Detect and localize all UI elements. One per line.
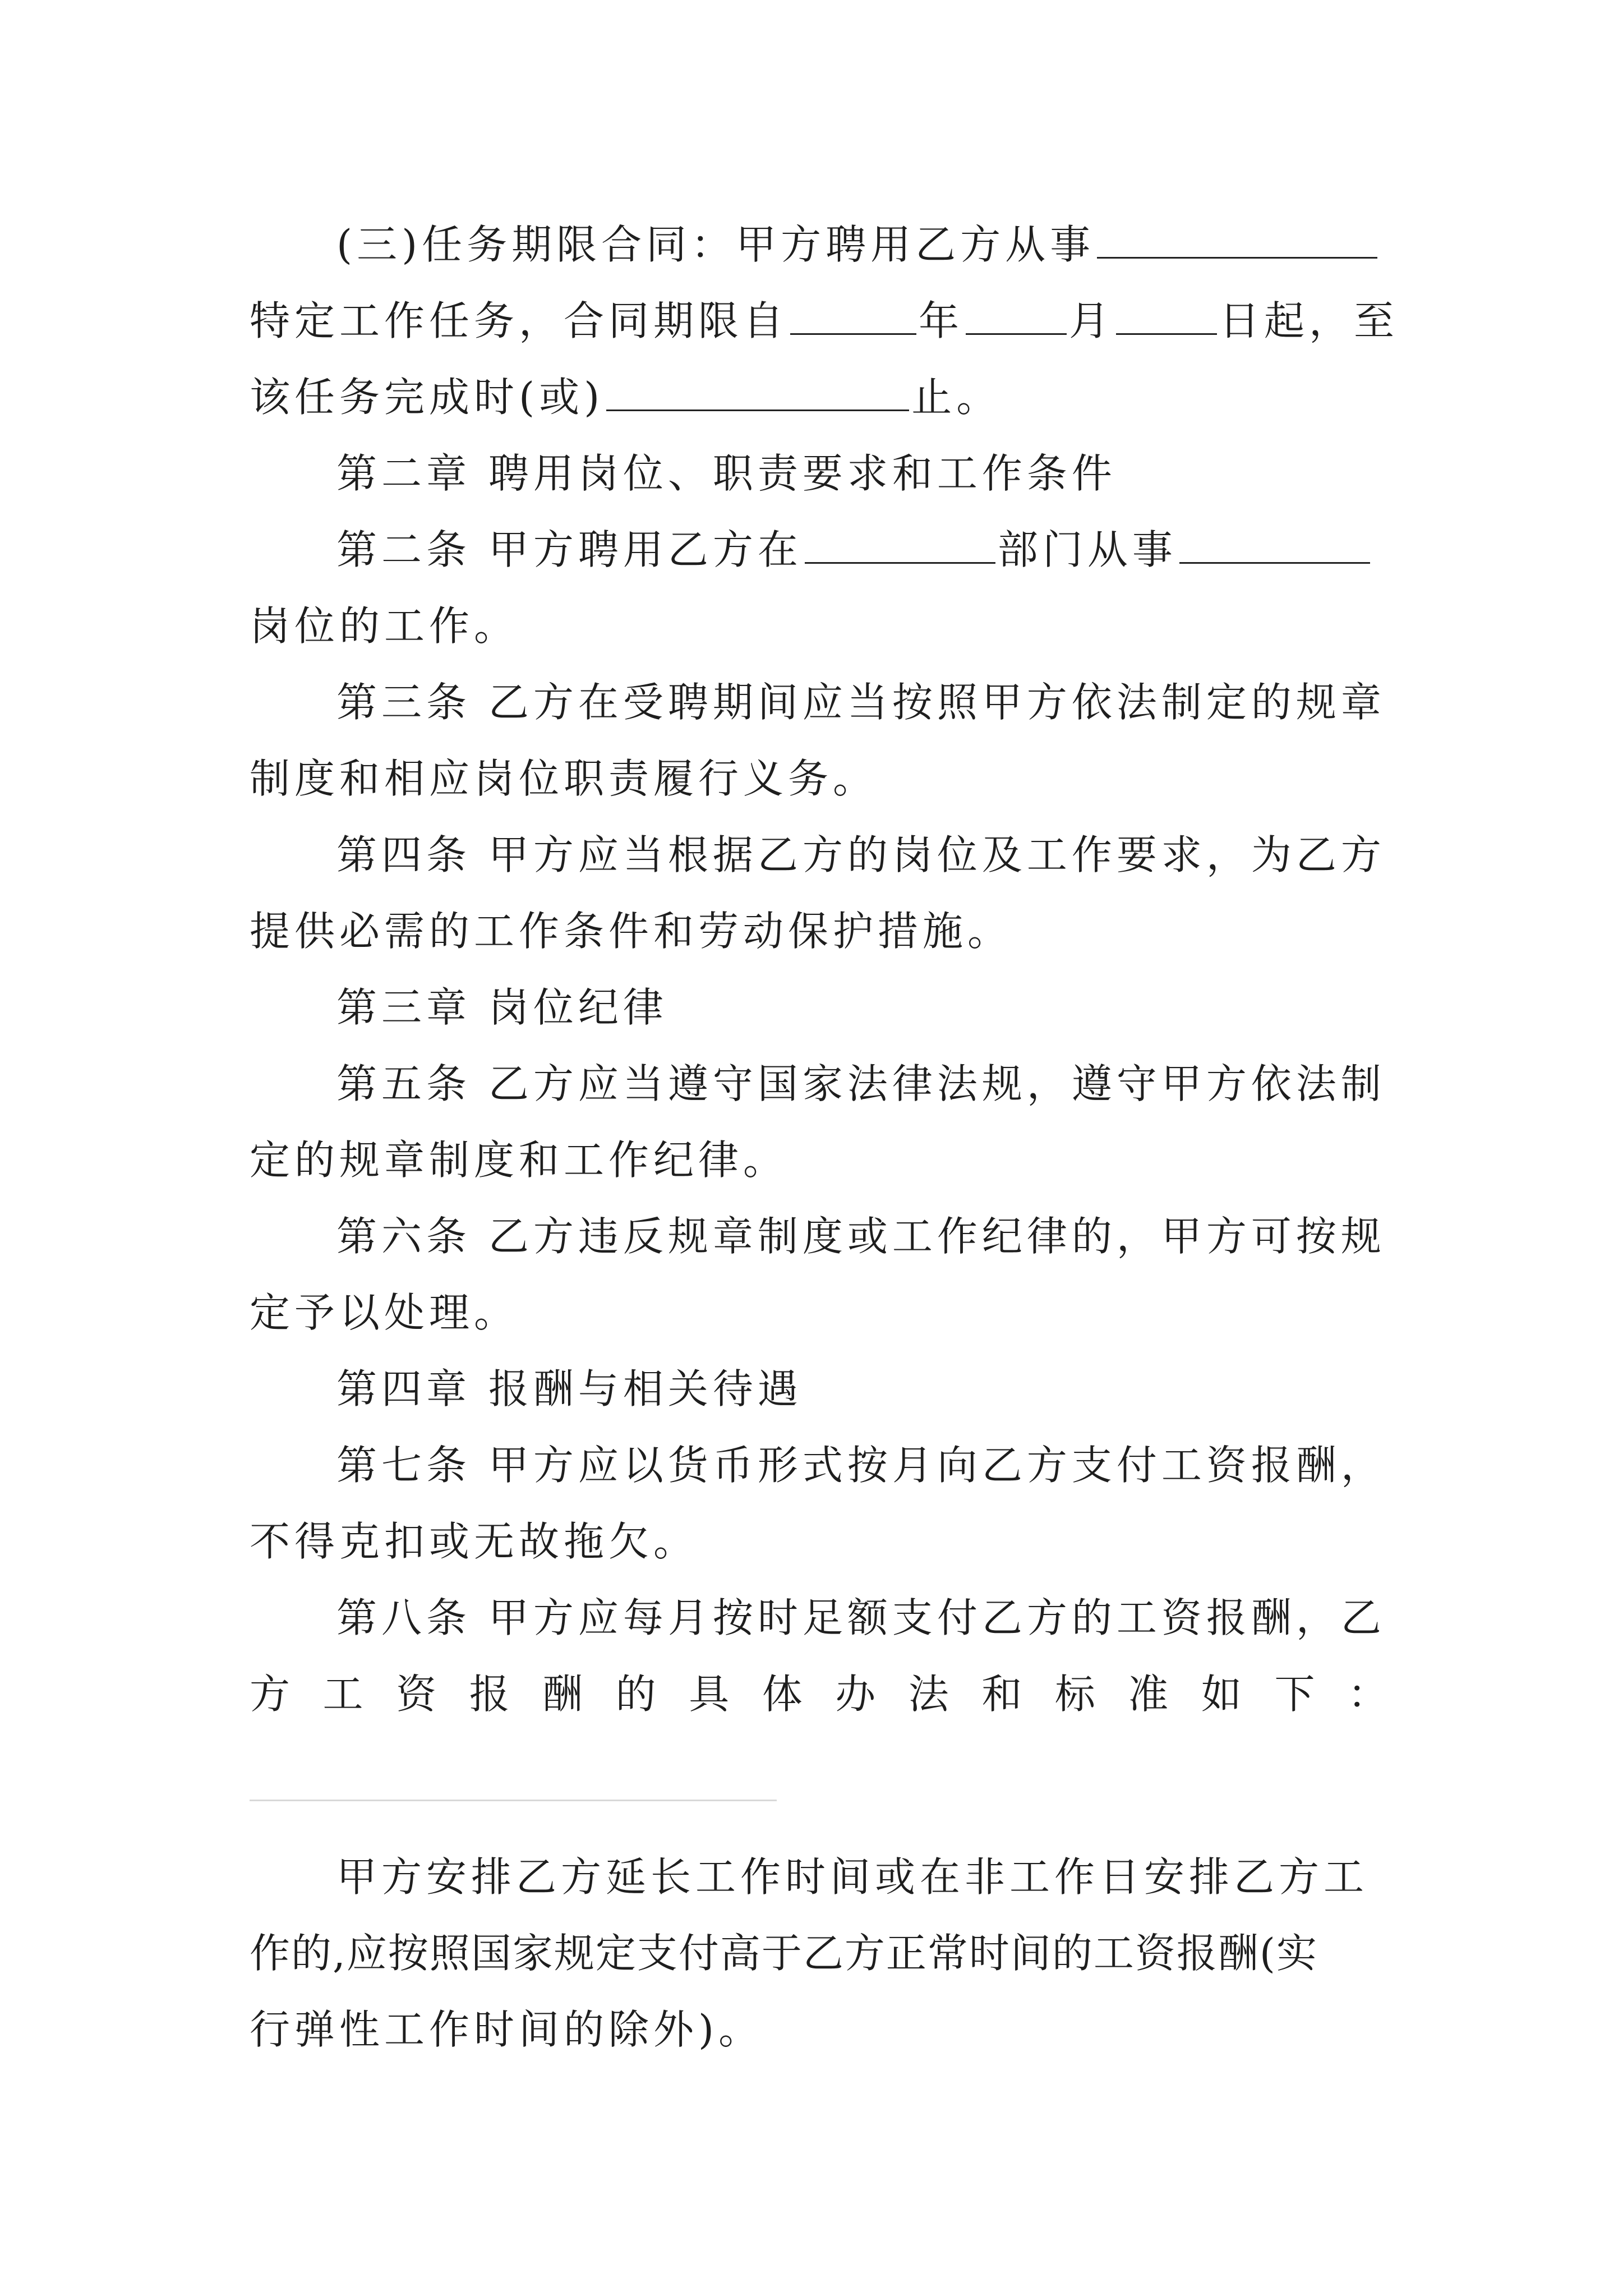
article-3-line-1: 第三条 乙方在受聘期间应当按照甲方依法制定的规章 <box>336 679 1386 726</box>
task-contract-text: (三)任务期限合同：甲方聘用乙方从事 <box>336 221 1095 268</box>
art8-char: 办 <box>835 1671 876 1718</box>
article-5-line-1: 第五条 乙方应当遵守国家法律法规，遵守甲方依法制 <box>336 1060 1386 1107</box>
year-blank-field[interactable] <box>790 322 916 335</box>
task-complete-text: 该任务完成时(或) <box>250 374 605 421</box>
chapter-2-heading: 第二章 聘用岗位、职责要求和工作条件 <box>336 450 1117 497</box>
article-7-line-2: 不得克扣或无故拖欠。 <box>250 1518 699 1565</box>
article-2-line-2: 岗位的工作。 <box>250 602 519 650</box>
art8-char: 体 <box>762 1671 803 1718</box>
art8-char: 如 <box>1201 1671 1242 1718</box>
art8-char: 酬 <box>542 1671 583 1718</box>
article-7-line-1: 第七条 甲方应以货币形式按月向乙方支付工资报酬， <box>336 1442 1386 1489</box>
art8-char: 方 <box>250 1671 291 1718</box>
art8-char: 下 <box>1274 1671 1315 1718</box>
article-8-line-2 <box>250 1656 1388 1732</box>
art8-char: 法 <box>908 1671 949 1718</box>
art8-char: 准 <box>1128 1671 1169 1718</box>
day-blank-field[interactable] <box>1116 322 1217 335</box>
art8-char: ： <box>1347 1671 1388 1718</box>
art8-char: 的 <box>615 1671 656 1718</box>
art8-char: 资 <box>396 1671 437 1718</box>
art8-char: 具 <box>689 1671 730 1718</box>
overtime-line-2: 作的,应按照国家规定支付高于乙方正常时间的工资报酬(实 <box>250 1930 1318 1977</box>
article-3-line-2: 制度和相应岗位职责履行义务。 <box>250 755 878 802</box>
overtime-line-3: 行弹性工作时间的除外)。 <box>250 2006 764 2053</box>
contract-period-text: 特定工作任务，合同期限自 <box>250 297 789 344</box>
article-4-line-1: 第四条 甲方应当根据乙方的岗位及工作要求，为乙方 <box>336 831 1386 878</box>
department-blank-field[interactable] <box>805 551 995 564</box>
day-label: 日起，至 <box>1219 297 1399 344</box>
year-label: 年 <box>919 297 964 344</box>
task-contract-line-1 <box>336 206 1388 283</box>
until-text: 止。 <box>911 374 1002 421</box>
month-label: 月 <box>1069 297 1114 344</box>
art8-char: 标 <box>1054 1671 1095 1718</box>
article-6-line-2: 定予以处理。 <box>250 1289 519 1336</box>
article-4-line-2: 提供必需的工作条件和劳动保护措施。 <box>250 908 1013 955</box>
salary-standard-blank-line[interactable] <box>250 1800 777 1801</box>
task-contract-line-2 <box>250 283 1399 359</box>
art8-char: 和 <box>981 1671 1022 1718</box>
article-6-line-1: 第六条 乙方违反规章制度或工作纪律的，甲方可按规 <box>336 1213 1386 1260</box>
task-contract-line-3 <box>250 359 1388 435</box>
or-blank-field[interactable] <box>606 398 909 411</box>
task-blank-field[interactable] <box>1097 246 1377 259</box>
art8-char: 报 <box>469 1671 510 1718</box>
article-8-line-1: 第八条 甲方应每月按时足额支付乙方的工资报酬，乙 <box>336 1594 1386 1641</box>
article-5-line-2: 定的规章制度和工作纪律。 <box>250 1137 789 1184</box>
art8-char: 工 <box>322 1671 363 1718</box>
month-blank-field[interactable] <box>966 322 1067 335</box>
department-label: 部门从事 <box>997 526 1177 573</box>
article-2-line-1 <box>336 512 1388 588</box>
overtime-line-1: 甲方安排乙方延长工作时间或在非工作日安排乙方工 <box>336 1853 1369 1901</box>
position-blank-field[interactable] <box>1179 551 1370 564</box>
chapter-3-heading: 第三章 岗位纪律 <box>336 984 668 1031</box>
chapter-4-heading: 第四章 报酬与相关待遇 <box>336 1365 803 1412</box>
article-2-text: 第二条 甲方聘用乙方在 <box>336 526 803 573</box>
